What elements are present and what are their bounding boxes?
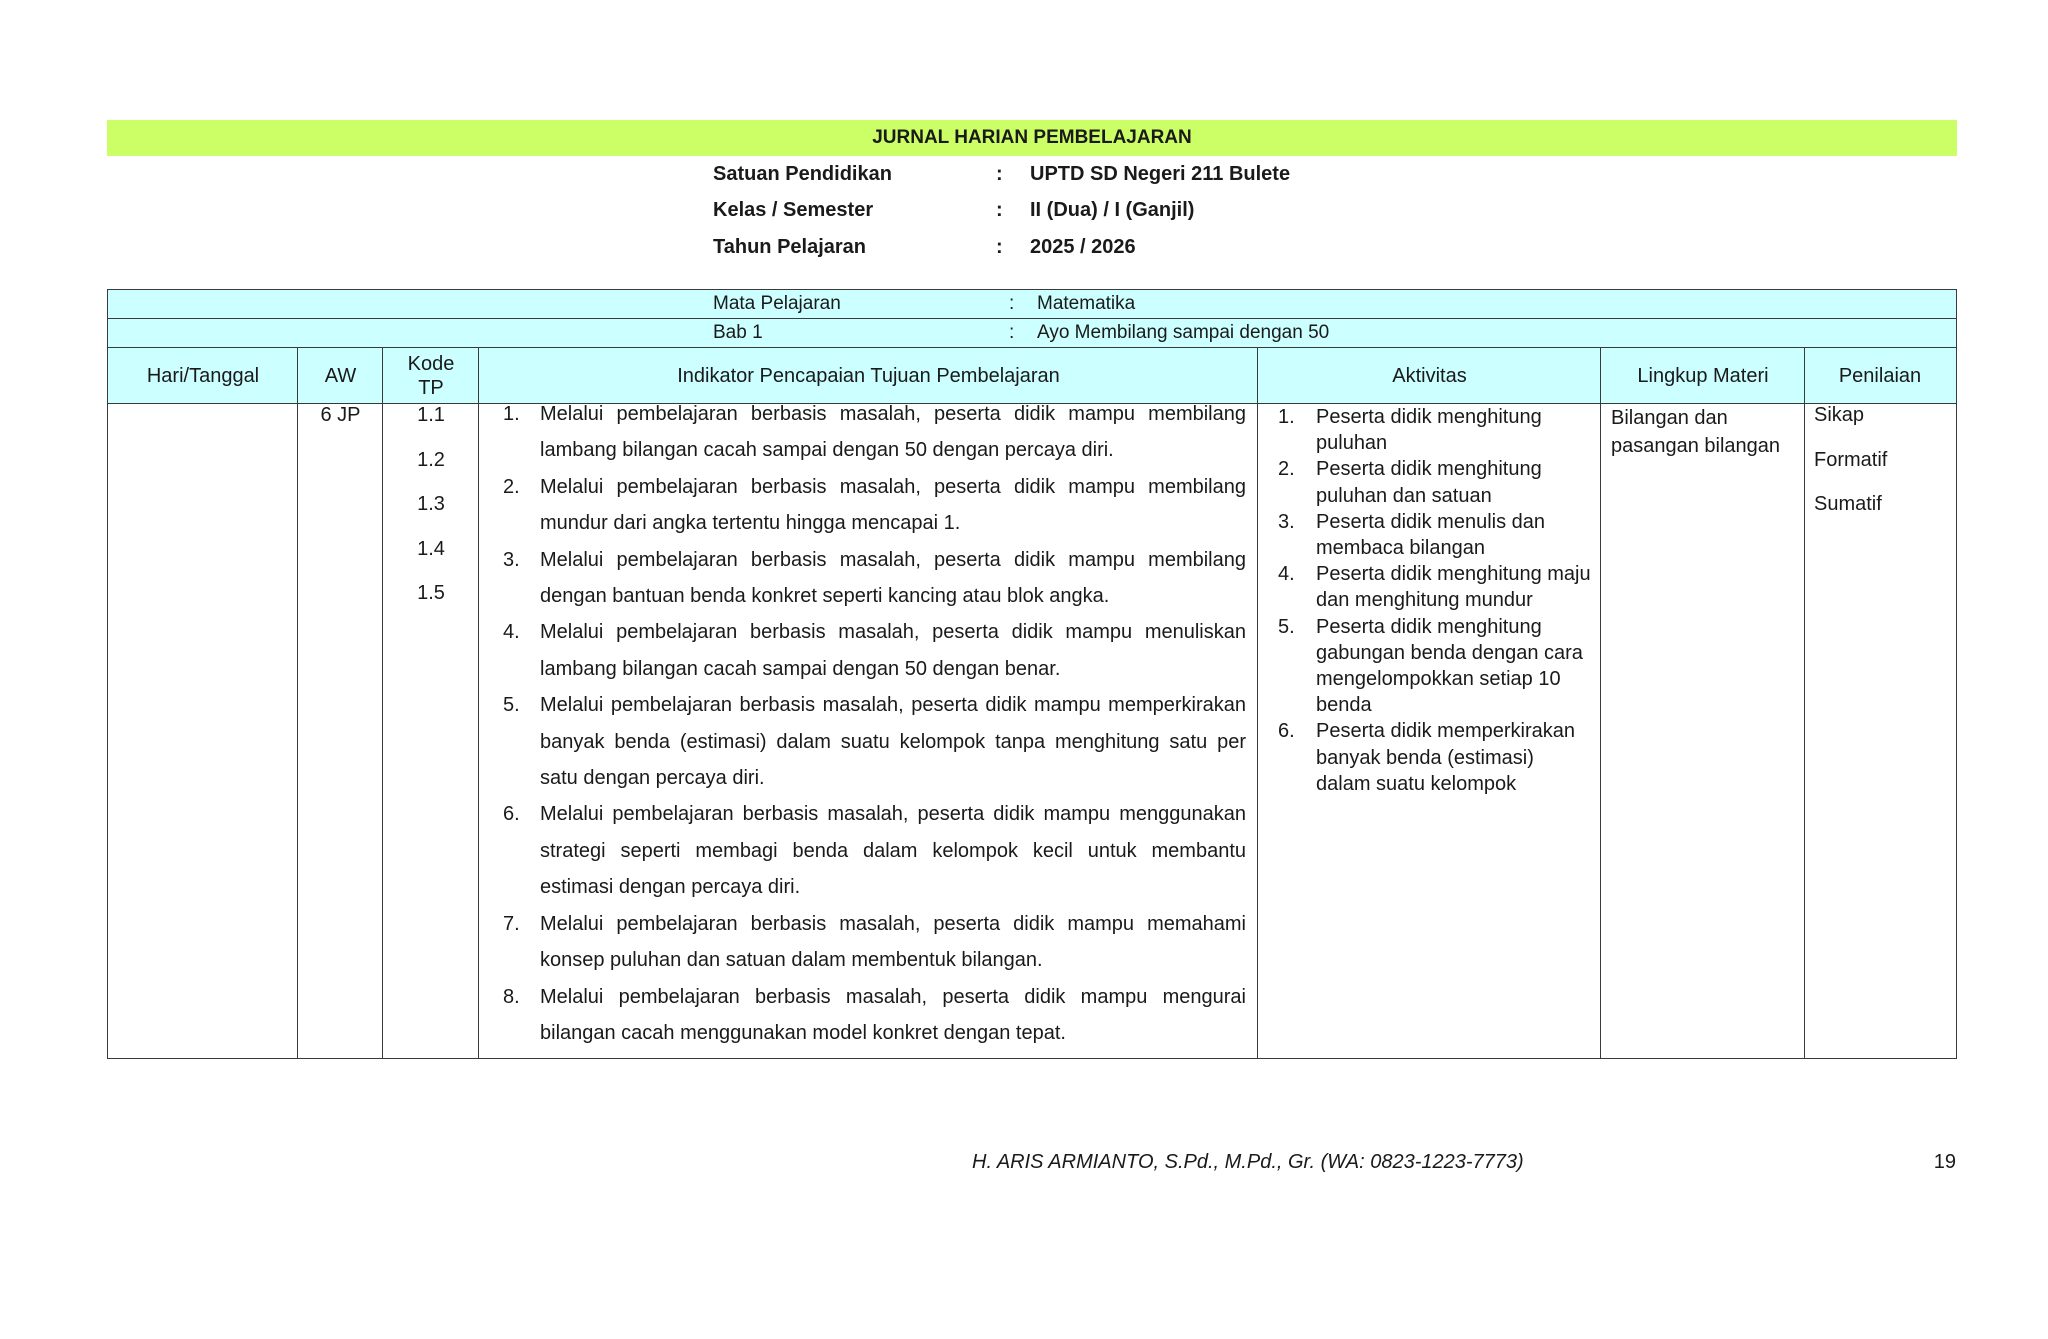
list-text: Peserta didik menulis dan membaca bilangan xyxy=(1316,510,1546,560)
list-number: 6. xyxy=(1278,720,1295,743)
aktivitas-item xyxy=(1258,456,1600,508)
aktivitas-cell xyxy=(1258,404,1600,797)
penilaian-item: Sumatif xyxy=(1814,493,1882,515)
info-value: 2025 / 2026 xyxy=(1030,235,1136,258)
list-number: 4. xyxy=(1278,563,1295,586)
indikator-item xyxy=(479,687,1257,796)
info-row-school xyxy=(713,156,1290,193)
header-penilaian: Penilaian xyxy=(1838,364,1922,387)
header-lingkup-materi: Lingkup Materi xyxy=(1637,364,1769,387)
penilaian-cell xyxy=(1814,404,1944,538)
info-row-class xyxy=(713,193,1290,230)
info-label: Satuan Pendidikan xyxy=(713,162,892,185)
page-number: 19 xyxy=(1933,1151,1956,1173)
list-number: 1. xyxy=(503,403,520,425)
header-indikator: Indikator Pencapaian Tujuan Pembelajaran xyxy=(677,364,1060,387)
penilaian-item: Sikap xyxy=(1814,404,1865,426)
header-kode-tp: Kode TP xyxy=(407,352,455,399)
lingkup-materi-cell: Bilangan dan pasangan bilangan xyxy=(1611,407,1781,457)
subject-colon: : xyxy=(1009,293,1015,314)
aktivitas-item xyxy=(1258,718,1600,797)
list-text: Melalui pembelajaran berbasis masalah, peserta didik mampu memahami konsep puluhan dan satuan dalam membentuk bilangan. xyxy=(540,912,1246,972)
info-value: UPTD SD Negeri 211 Bulete xyxy=(1030,162,1291,185)
kode-tp-item: 1.3 xyxy=(417,493,445,515)
list-number: 7. xyxy=(503,912,520,935)
list-text: Peserta didik menghitung puluhan xyxy=(1316,406,1542,455)
indikator-item xyxy=(479,906,1257,979)
header-hari-tanggal: Hari/Tanggal xyxy=(146,364,260,387)
info-label: Kelas / Semester xyxy=(713,199,874,222)
list-text: Peserta didik menghitung maju dan menghitung mundur xyxy=(1316,563,1591,612)
list-number: 2. xyxy=(503,475,520,498)
list-text: Melalui pembelajaran berbasis masalah, peserta didik mampu menggunakan strategi seperti membagi benda dalam kelompok kecil untuk membantu estimasi dengan percaya diri. xyxy=(540,803,1246,899)
list-number: 4. xyxy=(503,621,520,644)
list-number: 6. xyxy=(503,803,520,826)
list-number: 5. xyxy=(503,694,520,717)
list-number: 5. xyxy=(1278,615,1295,638)
chapter-colon: : xyxy=(1009,322,1015,343)
indikator-item xyxy=(479,542,1257,615)
journal-table xyxy=(107,289,1957,1059)
list-number: 2. xyxy=(1278,458,1295,481)
aktivitas-item xyxy=(1258,404,1600,456)
aktivitas-item xyxy=(1258,614,1600,719)
indikator-item xyxy=(479,796,1257,905)
list-text: Melalui pembelajaran berbasis masalah, peserta didik mampu mengurai bilangan cacah menggunakan model konkret dengan tepat. xyxy=(540,985,1246,1044)
penilaian-item: Formatif xyxy=(1814,448,1888,471)
footer-author: H. ARIS ARMIANTO, S.Pd., M.Pd., Gr. (WA: 0823-1223-7773) xyxy=(972,1151,1524,1173)
kode-tp-item: 1.4 xyxy=(417,537,445,560)
list-text: Melalui pembelajaran berbasis masalah, peserta didik mampu membilang dengan bantuan benda konkret seperti kancing atau blok angka. xyxy=(540,548,1246,608)
list-number: 3. xyxy=(503,548,520,571)
info-colon: : xyxy=(996,199,1003,222)
list-text: Peserta didik menghitung puluhan dan satuan xyxy=(1316,458,1542,507)
info-colon: : xyxy=(996,162,1003,185)
list-text: Melalui pembelajaran berbasis masalah, peserta didik mampu membilang lambang bilangan cacah sampai dengan 50 dengan percaya diri. xyxy=(540,403,1246,462)
info-row-year xyxy=(713,229,1290,266)
indikator-item xyxy=(479,614,1257,687)
chapter-label: Bab 1 xyxy=(713,322,763,343)
indikator-cell xyxy=(479,396,1257,1051)
kode-tp-item: 1.1 xyxy=(417,404,445,426)
kode-tp-cell xyxy=(383,404,479,627)
list-text: Peserta didik menghitung gabungan benda dengan cara mengelompokkan setiap 10 benda xyxy=(1316,615,1583,717)
list-number: 1. xyxy=(1278,406,1295,428)
info-colon: : xyxy=(996,235,1003,258)
aw-cell: 6 JP xyxy=(320,404,361,426)
indikator-item xyxy=(479,469,1257,542)
indikator-item xyxy=(479,979,1257,1052)
kode-tp-item: 1.5 xyxy=(417,582,445,604)
school-info xyxy=(713,156,1290,266)
aktivitas-item xyxy=(1258,509,1600,561)
kode-tp-item: 1.2 xyxy=(417,448,445,471)
chapter-row xyxy=(108,319,1956,348)
aktivitas-item xyxy=(1258,561,1600,613)
list-text: Peserta didik memperkirakan banyak benda (estimasi) dalam suatu kelompok xyxy=(1316,720,1575,795)
table-body-row xyxy=(108,404,1956,1058)
subject-value: Matematika xyxy=(1037,293,1136,314)
subject-label: Mata Pelajaran xyxy=(713,293,841,314)
info-label: Tahun Pelajaran xyxy=(713,235,867,258)
info-value: II (Dua) / I (Ganjil) xyxy=(1030,199,1195,222)
subject-row xyxy=(108,290,1956,319)
list-number: 8. xyxy=(503,985,520,1008)
list-text: Melalui pembelajaran berbasis masalah, peserta didik mampu memperkirakan banyak benda (estimasi) dalam suatu kelompok tanpa menghitung satu per satu dengan percaya diri. xyxy=(540,694,1246,790)
indikator-item xyxy=(479,396,1257,469)
list-text: Melalui pembelajaran berbasis masalah, peserta didik mampu menuliskan lambang bilangan cacah sampai dengan 50 dengan benar. xyxy=(540,621,1246,680)
header-aktivitas: Aktivitas xyxy=(1392,364,1467,387)
list-text: Melalui pembelajaran berbasis masalah, peserta didik mampu membilang mundur dari angka tertentu hingga mencapai 1. xyxy=(540,475,1246,535)
list-number: 3. xyxy=(1278,510,1295,533)
header-aw: AW xyxy=(324,364,357,387)
chapter-value: Ayo Membilang sampai dengan 50 xyxy=(1037,322,1330,343)
document-title: JURNAL HARIAN PEMBELAJARAN xyxy=(107,120,1957,156)
